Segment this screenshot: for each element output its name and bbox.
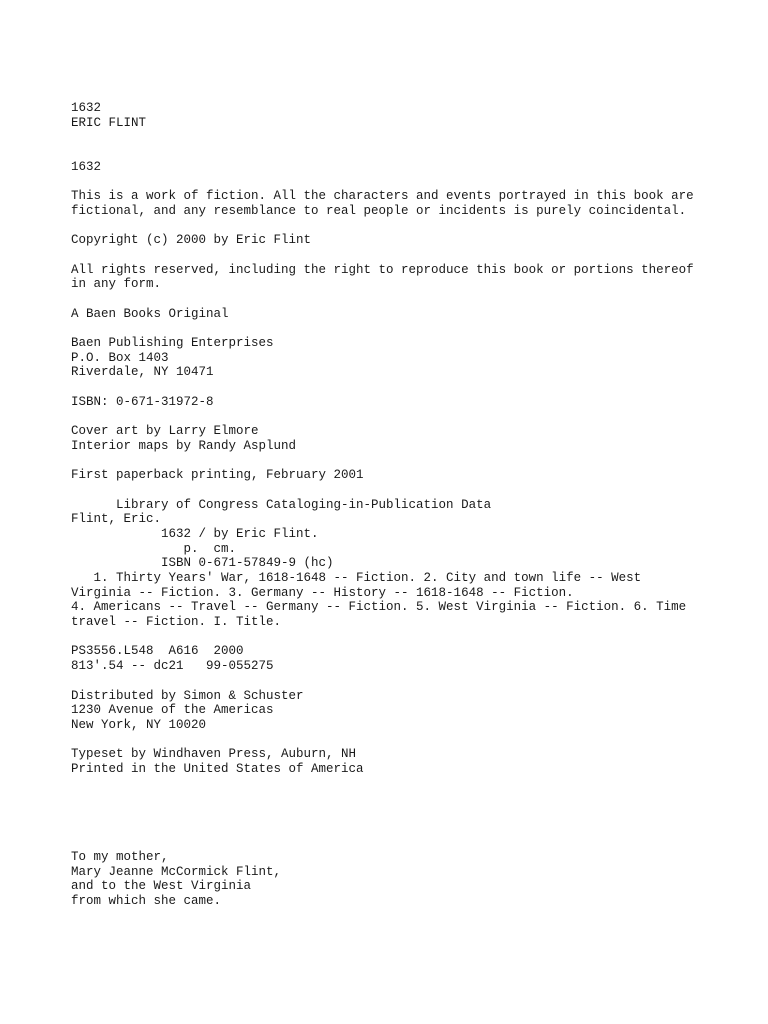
text-line: First paperback printing, February 2001: [71, 468, 364, 483]
text-line: 813'.54 -- dc21 99-055275: [71, 659, 274, 674]
text-line: [71, 409, 721, 424]
text-line: New York, NY 10020: [71, 717, 207, 732]
text-line: [71, 791, 721, 806]
text-line: [71, 733, 721, 748]
text-line: Baen Publishing Enterprises: [71, 336, 274, 350]
text-line: [71, 248, 721, 263]
text-line: [71, 380, 721, 395]
text-line: and to the West Virginia: [71, 879, 252, 894]
text-line: [71, 835, 721, 850]
text-line: P.O. Box 1403: [71, 350, 169, 365]
text-line: [71, 454, 721, 469]
text-line: Riverdale, NY 10471: [71, 365, 214, 380]
text-line: in any form.: [71, 277, 162, 292]
text-line: [71, 806, 721, 821]
text-line: [71, 292, 721, 307]
text-line: Interior maps by Randy Asplund: [71, 438, 297, 453]
text-line: p. cm.: [71, 541, 237, 556]
text-line: Library of Congress Cataloging-in-Publication Data: [71, 497, 492, 512]
text-line: travel -- Fiction. I. Title.: [71, 615, 282, 630]
text-line: fictional, and any resemblance to real people or incidents is purely coincidental.: [71, 203, 687, 218]
text-line: [71, 130, 721, 145]
text-line: This is a work of fiction. All the characters and events portrayed in this book are: [71, 189, 694, 204]
text-line: Mary Jeanne McCormick Flint,: [71, 864, 282, 879]
text-line: [71, 145, 721, 160]
text-line: [71, 821, 721, 836]
text-line: ISBN 0-671-57849-9 (hc): [71, 556, 334, 571]
text-line: Cover art by Larry Elmore: [71, 424, 259, 439]
text-line: 1632: [71, 101, 102, 115]
text-line: ISBN: 0-671-31972-8: [71, 394, 214, 409]
text-line: Typeset by Windhaven Press, Auburn, NH: [71, 747, 357, 762]
text-line: [71, 321, 721, 336]
text-line: [71, 777, 721, 792]
text-line: from which she came.: [71, 894, 222, 909]
text-line: 1230 Avenue of the Americas: [71, 703, 274, 718]
text-line: 1632: [71, 159, 102, 174]
document-page: [71, 101, 721, 909]
text-line: A Baen Books Original: [71, 306, 229, 321]
text-line: Flint, Eric.: [71, 512, 162, 527]
text-line: Virginia -- Fiction. 3. Germany -- History -- 1618-1648 -- Fiction.: [71, 585, 574, 600]
text-line: Distributed by Simon & Schuster: [71, 688, 304, 703]
text-line: PS3556.L548 A616 2000: [71, 644, 244, 659]
text-line: 1632 / by Eric Flint.: [71, 526, 319, 541]
text-line: To my mother,: [71, 850, 169, 865]
text-line: [71, 174, 721, 189]
text-line: [71, 483, 721, 498]
text-line: [71, 674, 721, 689]
text-line: All rights reserved, including the right to reproduce this book or portions thereof: [71, 262, 694, 277]
text-line: [71, 219, 721, 234]
text-line: Printed in the United States of America: [71, 761, 364, 776]
text-line: Copyright (c) 2000 by Eric Flint: [71, 233, 312, 248]
text-line: ERIC FLINT: [71, 115, 147, 130]
text-line: [71, 630, 721, 645]
text-line: 4. Americans -- Travel -- Germany -- Fiction. 5. West Virginia -- Fiction. 6. Time: [71, 600, 687, 615]
text-line: 1. Thirty Years' War, 1618-1648 -- Fiction. 2. City and town life -- West: [71, 571, 642, 585]
